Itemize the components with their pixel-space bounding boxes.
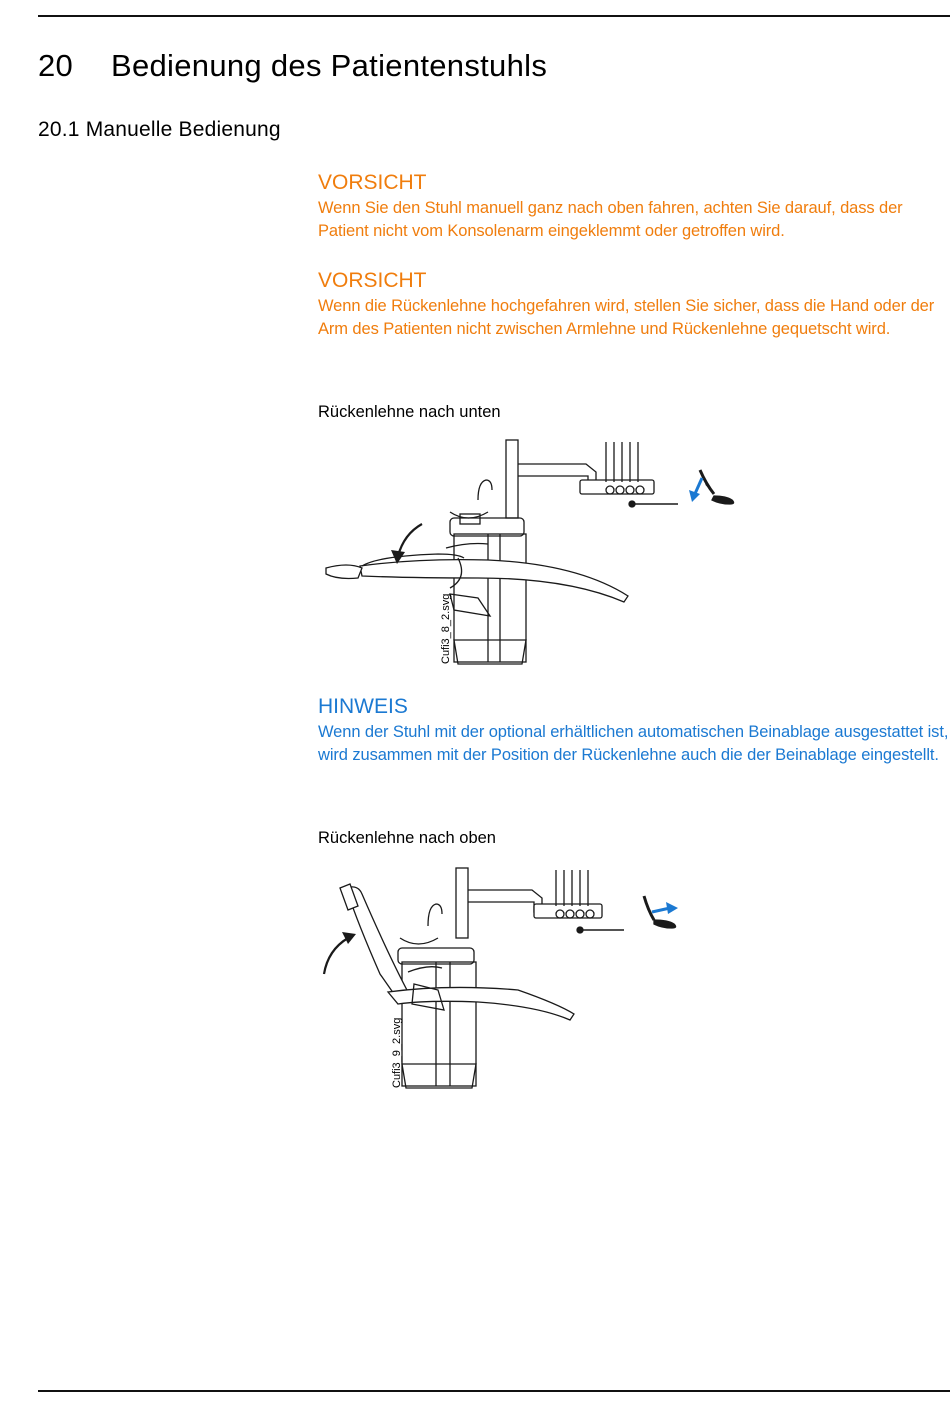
section-heading: 20.1 Manuelle Bedienung xyxy=(38,118,281,141)
chapter-title: Bedienung des Patientenstuhls xyxy=(111,48,548,83)
instrument-tray xyxy=(580,442,678,507)
curved-arrow-down-icon xyxy=(391,524,422,564)
figure-caption-backrest-down: Rückenlehne nach unten xyxy=(318,403,501,421)
caution-heading: VORSICHT xyxy=(318,171,427,194)
foot-pedal-backrest-up-icon xyxy=(644,896,678,928)
note-text: Wenn der Stuhl mit der optional erhältlichen automatischen Beinablage ausgestattet ist, wird zusammen mit der Position der Rückenlehne auch die der Beinablage eingestellt. xyxy=(318,723,949,764)
caution-notice-2 xyxy=(318,268,950,341)
chapter-heading xyxy=(38,48,547,84)
figure-caption-backrest-up: Rückenlehne nach oben xyxy=(318,829,496,847)
foot-pedal-backrest-down-icon xyxy=(689,470,734,504)
curved-arrow-up-icon xyxy=(324,932,356,974)
chapter-number: 20 xyxy=(38,48,74,83)
chair-illustration xyxy=(326,440,678,664)
header-rule xyxy=(38,15,950,17)
instrument-tray xyxy=(534,870,624,933)
figure-file-label: Cufi3_8_2.svg xyxy=(440,593,452,664)
figure-backrest-down xyxy=(318,438,748,670)
chair-illustration xyxy=(340,868,624,1088)
footer-rule xyxy=(38,1390,950,1392)
caution-text: Wenn Sie den Stuhl manuell ganz nach oben fahren, achten Sie darauf, dass der Patient nicht vom Konsolenarm eingeklemmt oder getroffen wird. xyxy=(318,199,903,240)
note-heading: HINWEIS xyxy=(318,695,408,718)
caution-text: Wenn die Rückenlehne hochgefahren wird, stellen Sie sicher, dass die Hand oder der Arm des Patienten nicht zwischen Armlehne und Rückenlehne gequetscht wird. xyxy=(318,297,935,338)
figure-backrest-up xyxy=(318,864,698,1092)
figure-file-label: Cufi3_9_2.svg xyxy=(391,1017,403,1088)
note-notice xyxy=(318,694,950,767)
caution-notice-1 xyxy=(318,170,950,243)
caution-heading: VORSICHT xyxy=(318,269,427,292)
